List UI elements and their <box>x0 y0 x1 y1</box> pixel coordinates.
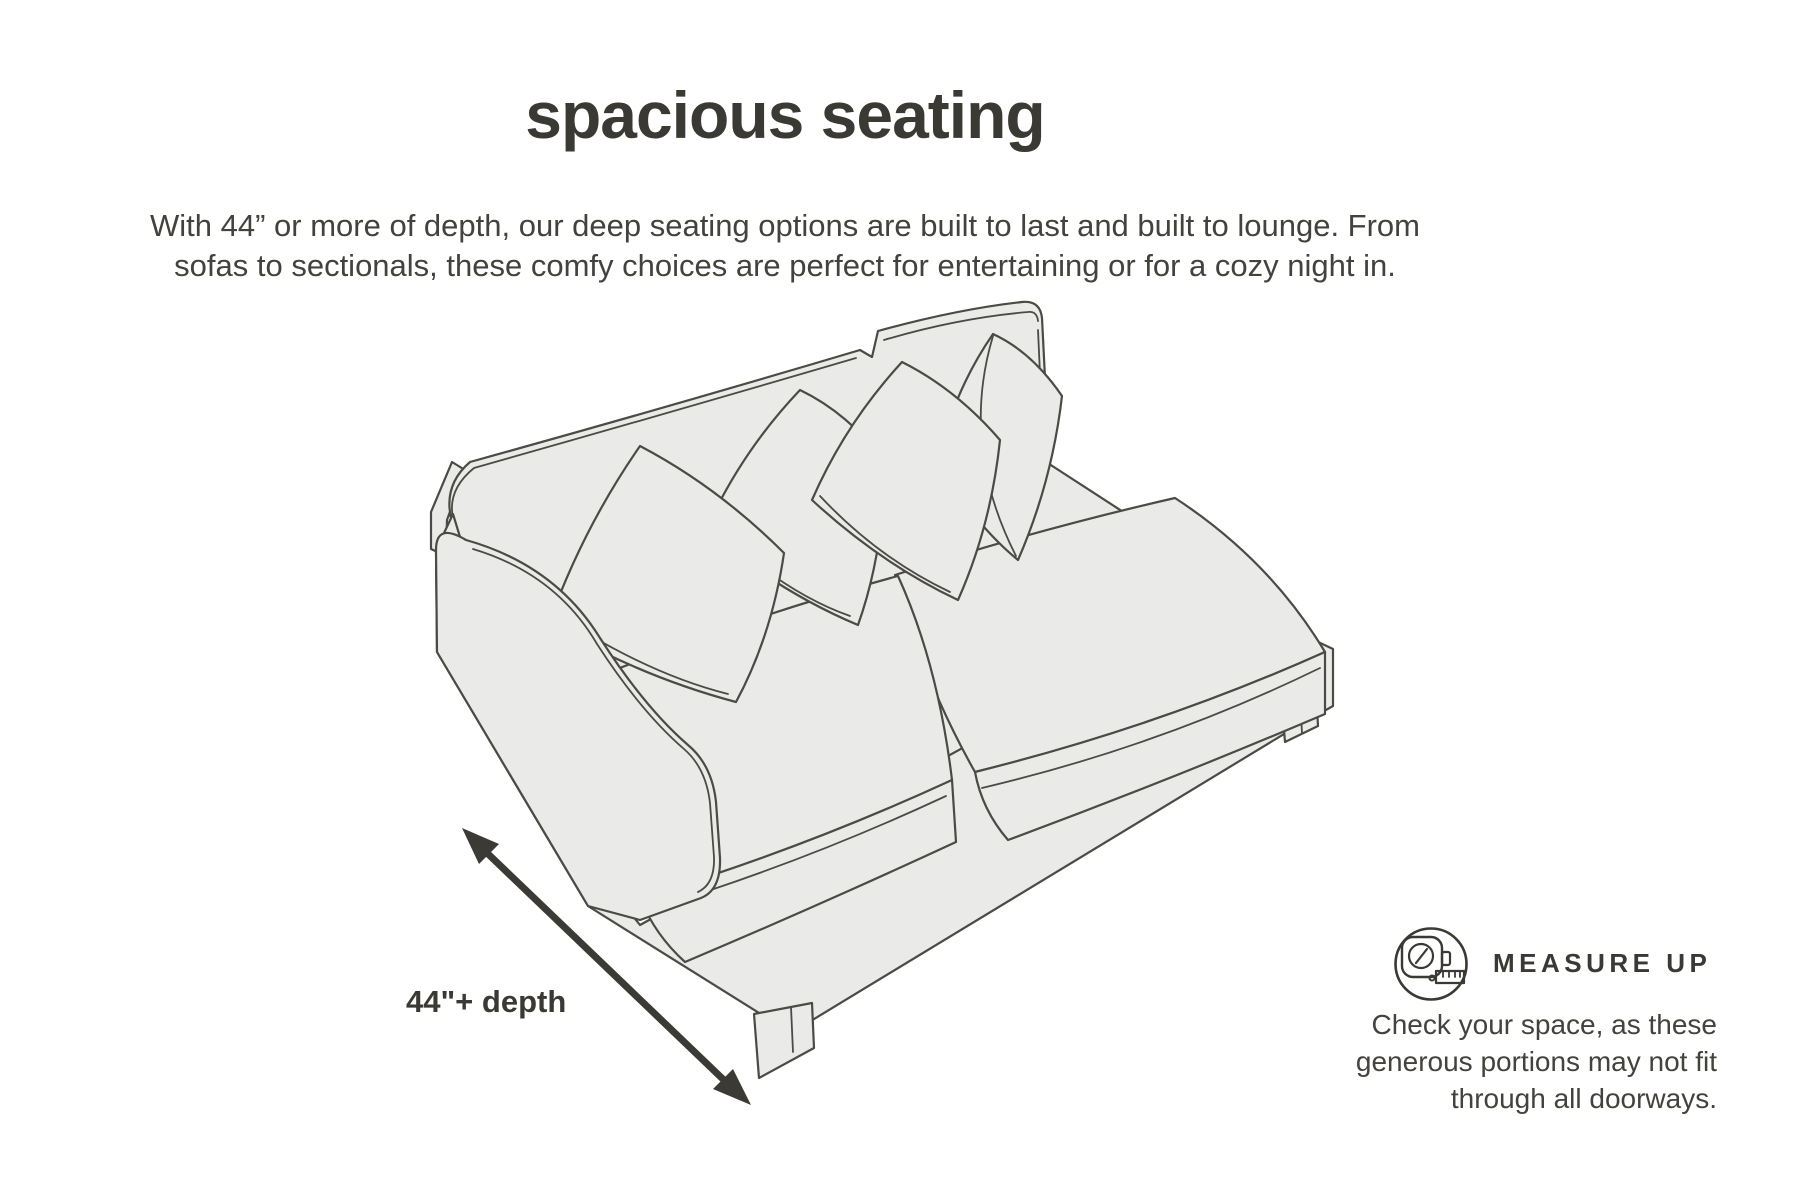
measure-up-note-line-3: through all doorways. <box>1450 1083 1717 1114</box>
measure-up-note <box>1340 1006 1717 1117</box>
tape-measure-icon <box>1388 921 1474 1007</box>
sofa-foot-left <box>754 1003 814 1078</box>
depth-dimension-label: 44"+ depth <box>406 984 567 1019</box>
measure-up-note-line-2: generous portions may not fit <box>1355 1046 1717 1077</box>
intro-line-1: With 44” or more of depth, our deep seating options are built to last and built to lounge. From <box>150 208 1421 243</box>
page-title: spacious seating <box>525 78 1045 152</box>
measure-up-note-line-1: Check your space, as these <box>1371 1009 1717 1040</box>
measure-up-heading: MEASURE UP <box>1493 948 1712 978</box>
intro-line-2: sofas to sectionals, these comfy choices are perfect for entertaining or for a cozy night in. <box>174 248 1396 283</box>
